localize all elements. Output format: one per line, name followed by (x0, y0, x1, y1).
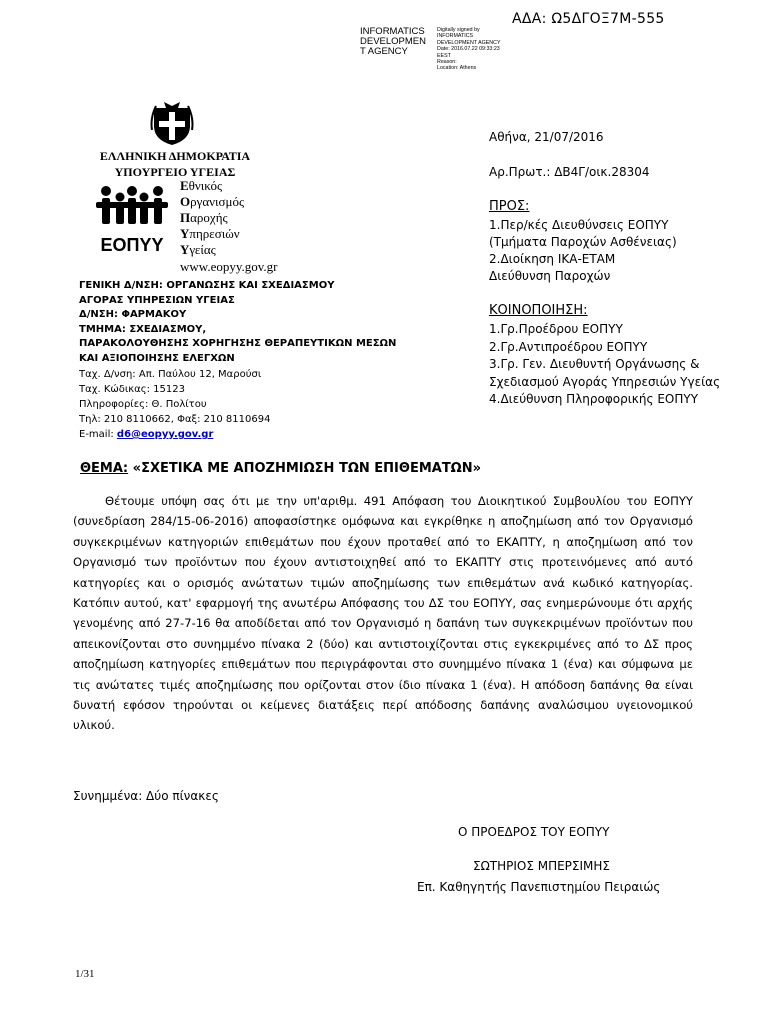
republic-name: ΕΛΛΗΝΙΚΗ ΔΗΜΟΚΡΑΤΙΑ (99, 149, 251, 163)
cc-item: 3.Γρ. Γεν. Διευθυντή Οργάνωσης & (489, 357, 700, 371)
department-line: ΑΓΟΡΑΣ ΥΠΗΡΕΣΙΩΝ ΥΓΕΙΑΣ (79, 294, 235, 306)
cc-list (489, 321, 720, 409)
street-address: Ταχ. Δ/νση: Απ. Παύλου 12, Μαρούσι (79, 369, 262, 380)
signature-detail-line: EEST (437, 52, 451, 59)
ada-code: ΑΔΑ: Ω5ΔΓΟΞ7Μ-555 (512, 11, 665, 27)
cc-item: Σχεδιασμού Αγοράς Υπηρεσιών Υγείας (489, 374, 721, 389)
department-line: ΚΑΙ ΑΞΙΟΠΟΙΗΣΗΣ ΕΛΕΓΧΩΝ (79, 352, 235, 364)
email-line (79, 427, 270, 442)
subject-line (80, 461, 481, 476)
signature-detail-line: Digitally signed by (437, 27, 480, 33)
eopyy-logo-icon (92, 180, 172, 256)
department-line: ΓΕΝΙΚΗ Δ/ΝΣΗ: ΟΡΓΑΝΩΣΗΣ ΚΑΙ ΣΧΕΔΙΑΣΜΟΥ (79, 280, 335, 291)
cc-item: 2.Γρ.Αντιπροέδρου ΕΟΠΥΥ (489, 339, 648, 354)
email-link[interactable]: d6@eopyy.gov.gr (116, 429, 214, 440)
recipient-item: 1.Περ/κές Διευθύνσεις ΕΟΠΥΥ (489, 218, 669, 232)
body-paragraph: Θέτουμε υπόψη σας ότι με την υπ'αριθμ. 491 Απόφαση του Διοικητικού Συμβουλίου του ΕΟΠΥΥ (συνεδρίαση 284/15-06-2016) αποφασίστηκε ομόφωνα και εγκρίθηκε η αποζημίωση από τον Οργανισμό συγκεκριμένων κατηγοριών επιθεμάτων που έχουν προταθεί από το ΕΚΑΠΤΥ, η αποζημίωση από τον Οργανισμό των προϊόντων που έχουν αντιστοιχηθεί από το ΕΚΑΠΤΥ στις προτεινόμενες από αυτό κατηγορίες και ο ορισμός ανώτατων τιμών αποζημίωσης των επιθεμάτων ανά κωδικό κατηγορίας. Κατόπιν αυτού, κατ' εφαρμογή της ανωτέρω Απόφασης του ΔΣ του ΕΟΠΥΥ, σας ενημερώνουμε ότι αρχής γενομένης από 27-7-16 θα αποδίδεται από τον Οργανισμό η δαπάνη των συγκεκριμένων προϊόντων που απεικονίζονται στο συνημμένο πίνακα 2 (δύο) και αντιστοιχίζονται στις εγκεκριμένες από το ΔΣ προς αποζημίωση κατηγορίες επιθεμάτων που περιγράφονται στο συνημμένο πίνακα 1 (ένα) και σύμφωνα με τις ανώτατες τιμές αποζημίωσης που ορίζονται στον ίδιο πίνακα 1 (ένα). Η απόδοση δαπάνης θα είναι δυνατή εφόσον τηρούνται οι κείμενες διατάξεις περί απόδοσης δαπάνης αναλώσιμου υγειονομικού υλικού. (73, 494, 693, 733)
digital-signature-details (437, 27, 500, 72)
signer-role: Ο ΠΡΟΕΔΡΟΣ ΤΟΥ ΕΟΠΥΥ (458, 825, 610, 839)
signature-org-line: T AGENCY (360, 46, 408, 57)
org-rest: αροχής (190, 210, 228, 225)
recipients-list (489, 217, 677, 285)
contact-person: Πληροφορίες: Θ. Πολίτου (79, 399, 207, 410)
signature-detail-line: DEVELOPMENT AGENCY (437, 39, 501, 46)
document-date: Αθήνα, 21/07/2016 (489, 130, 604, 144)
org-initial: Π (180, 210, 191, 225)
greek-emblem-icon (150, 100, 194, 146)
org-initial: Ε (180, 178, 189, 193)
org-line (180, 210, 244, 226)
digital-signature-org (360, 27, 426, 57)
org-rest: θνικός (188, 178, 223, 193)
subject-text: «ΣΧΕΤΙΚΑ ΜΕ ΑΠΟΖΗΜΙΩΣΗ ΤΩΝ ΕΠΙΘΕΜΑΤΩΝ» (128, 461, 482, 476)
org-line (180, 194, 244, 210)
signature-detail-line: INFORMATICS (437, 33, 474, 40)
signature-detail-line: Location: Athens (437, 65, 477, 72)
signature-detail-line: Date: 2016.07.22 09:33:23 (437, 46, 500, 53)
contact-block (79, 367, 270, 442)
logo-text: ΕΟΠΥΥ (100, 235, 164, 255)
postcode: Ταχ. Κώδικας: 15123 (79, 384, 185, 395)
recipient-item: (Τμήματα Παροχών Ασθένειας) (489, 235, 677, 249)
signer-title: Επ. Καθηγητής Πανεπιστημίου Πειραιώς (417, 880, 661, 894)
department-block (79, 279, 396, 367)
signature-detail-line: Reason: (437, 59, 457, 66)
organization-name (180, 178, 244, 258)
page-number: 1/31 (75, 968, 95, 980)
cc-item: 1.Γρ.Προέδρου ΕΟΠΥΥ (489, 322, 623, 336)
signature-org-line: INFORMATICS (360, 26, 425, 37)
signature-org-line: DEVELOPMEN (360, 36, 426, 47)
org-line (180, 242, 244, 258)
recipient-item: Διεύθυνση Παροχών (489, 269, 611, 283)
protocol-number: Αρ.Πρωτ.: ΔΒ4Γ/οικ.28304 (489, 165, 650, 179)
org-initial: Υ (180, 226, 190, 241)
subject-label: ΘΕΜΑ: (80, 461, 129, 476)
email-label: E-mail: (79, 429, 117, 440)
org-line (180, 226, 244, 242)
recipients-label: ΠΡΟΣ: (489, 199, 530, 214)
department-line: ΤΜΗΜΑ: ΣΧΕΔΙΑΣΜΟΥ, (79, 323, 207, 335)
cc-item: 4.Διεύθυνση Πληροφορικής ΕΟΠΥΥ (489, 392, 699, 406)
signer-name: ΣΩΤΗΡΙΟΣ ΜΠΕΡΣΙΜΗΣ (473, 859, 610, 873)
department-line: ΠΑΡΑΚΟΛΟΥΘΗΣΗΣ ΧΟΡΗΓΗΣΗΣ ΘΕΡΑΠΕΥΤΙΚΩΝ ΜΕΣΩΝ (79, 338, 397, 350)
cc-label: ΚΟΙΝΟΠΟΙΗΣΗ: (489, 303, 588, 318)
ministry-name: ΥΠΟΥΡΓΕΙΟ ΥΓΕΙΑΣ (114, 165, 236, 179)
org-initial: Ο (180, 194, 191, 209)
org-initial: Υ (180, 242, 190, 257)
website: www.eopyy.gov.gr (180, 259, 278, 274)
org-line (180, 178, 244, 194)
org-rest: γείας (189, 242, 216, 257)
org-rest: πηρεσιών (189, 226, 240, 241)
department-line: Δ/ΝΣΗ: ΦΑΡΜΑΚΟΥ (79, 309, 187, 321)
recipient-item: 2.Διοίκηση ΙΚΑ-ΕΤΑΜ (489, 252, 616, 266)
attachments-note: Συνημμένα: Δύο πίνακες (73, 789, 219, 803)
org-rest: ργανισμός (190, 194, 245, 209)
letterhead-title (90, 148, 260, 180)
phone-fax: Τηλ: 210 8110662, Φαξ: 210 8110694 (79, 414, 271, 425)
